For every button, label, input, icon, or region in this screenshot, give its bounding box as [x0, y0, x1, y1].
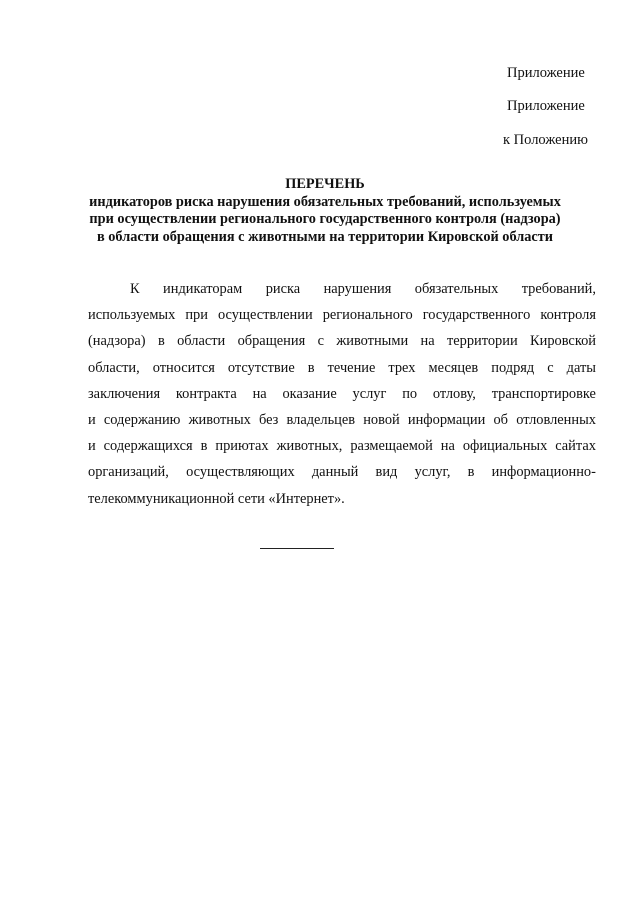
paragraph-word: транспортировке: [491, 385, 596, 402]
paragraph-word: организаций,: [88, 464, 169, 481]
paragraph-word: отсутствие: [227, 359, 295, 376]
paragraph-word: и: [88, 438, 96, 455]
paragraph-word: размещаемой: [350, 438, 433, 455]
paragraph-word: услуг: [352, 385, 387, 402]
paragraph-word: относится: [152, 359, 215, 376]
paragraph-word: животными: [336, 333, 409, 350]
paragraph-word: контроля: [540, 307, 596, 324]
paragraph-word: отловленных: [516, 411, 596, 428]
paragraph-word: на: [440, 438, 455, 455]
paragraph-word: (надзора): [88, 333, 146, 350]
paragraph-word: нарушения: [323, 281, 392, 297]
paragraph-word: содержащихся: [103, 438, 193, 455]
paragraph-word: услуг,: [414, 464, 451, 481]
paragraph-word: без: [258, 411, 279, 428]
body-paragraph: [88, 276, 596, 512]
paragraph-line: [88, 459, 596, 485]
document-title: [80, 176, 570, 246]
paragraph-word: с: [547, 359, 554, 376]
paragraph-word: и: [88, 411, 96, 428]
paragraph-word: содержанию: [103, 411, 181, 428]
paragraph-word: обращения: [237, 333, 306, 350]
paragraph-word: вид: [375, 464, 398, 481]
paragraph-word: осуществлении: [217, 307, 313, 324]
paragraph-word: с: [317, 333, 324, 350]
paragraph-line: [88, 407, 596, 433]
paragraph-word: при: [185, 307, 208, 324]
title-heading: ПЕРЕЧЕНЬ: [285, 176, 365, 192]
paragraph-word: обязательных: [414, 281, 499, 297]
paragraph-word: новой: [363, 411, 400, 428]
paragraph-word: К: [130, 281, 140, 297]
paragraph-line: [88, 486, 596, 512]
paragraph-line: [88, 276, 596, 302]
paragraph-word: отлову,: [432, 385, 476, 402]
annex-label-3: к Положению: [503, 132, 588, 148]
paragraph-word: трех: [388, 359, 416, 376]
paragraph-word: животных: [188, 411, 251, 428]
paragraph-word: области,: [88, 359, 140, 376]
annex-label-1: Приложение: [507, 65, 585, 81]
paragraph-word: даты: [566, 359, 596, 376]
title-line-2: при осуществлении регионального государственного контроля (надзора): [89, 211, 561, 227]
paragraph-word: регионального: [322, 307, 413, 324]
paragraph-word: данный: [311, 464, 359, 481]
paragraph-word: официальных: [462, 438, 548, 455]
paragraph-word: территории: [446, 333, 518, 350]
paragraph-line: [88, 381, 596, 407]
paragraph-word: в: [157, 333, 165, 350]
paragraph-line: [88, 328, 596, 354]
paragraph-word: месяцев: [428, 359, 479, 376]
paragraph-line: [88, 433, 596, 459]
paragraph-word: об: [493, 411, 509, 428]
paragraph-word: требований,: [521, 281, 596, 297]
paragraph-word: информационно-: [491, 464, 596, 481]
title-line-1: индикаторов риска нарушения обязательных требований, используемых: [89, 193, 561, 210]
paragraph-word: области: [177, 333, 226, 350]
paragraph-word: телекоммуникационной сети «Интернет».: [88, 490, 345, 507]
paragraph-word: в: [467, 464, 475, 481]
annex-label-2: Приложение: [507, 98, 585, 114]
paragraph-word: государственного: [422, 307, 531, 324]
paragraph-word: информации: [407, 411, 486, 428]
paragraph-word: в: [307, 359, 315, 376]
paragraph-word: на: [420, 333, 435, 350]
paragraph-word: течение: [327, 359, 376, 376]
paragraph-word: заключения: [88, 385, 161, 402]
paragraph-word: владельцев: [286, 411, 356, 428]
paragraph-word: риска: [265, 281, 301, 297]
separator-line: [260, 548, 334, 549]
title-line-3: в области обращения с животными на территории Кировской области: [96, 228, 554, 245]
paragraph-word: по: [402, 385, 418, 402]
paragraph-word: осуществляющих: [186, 464, 295, 481]
paragraph-word: Кировской: [530, 333, 596, 350]
paragraph-word: в: [200, 438, 208, 455]
paragraph-line: [88, 355, 596, 381]
paragraph-word: на: [252, 385, 267, 402]
paragraph-word: индикаторам: [163, 281, 243, 297]
paragraph-word: животных,: [276, 438, 343, 455]
paragraph-word: контракта: [175, 385, 237, 402]
paragraph-word: подряд: [491, 359, 535, 376]
paragraph-word: сайтах: [555, 438, 596, 455]
paragraph-line: [88, 302, 596, 328]
paragraph-word: приютах: [215, 438, 269, 455]
paragraph-word: оказание: [282, 385, 337, 402]
paragraph-word: используемых: [88, 307, 176, 324]
